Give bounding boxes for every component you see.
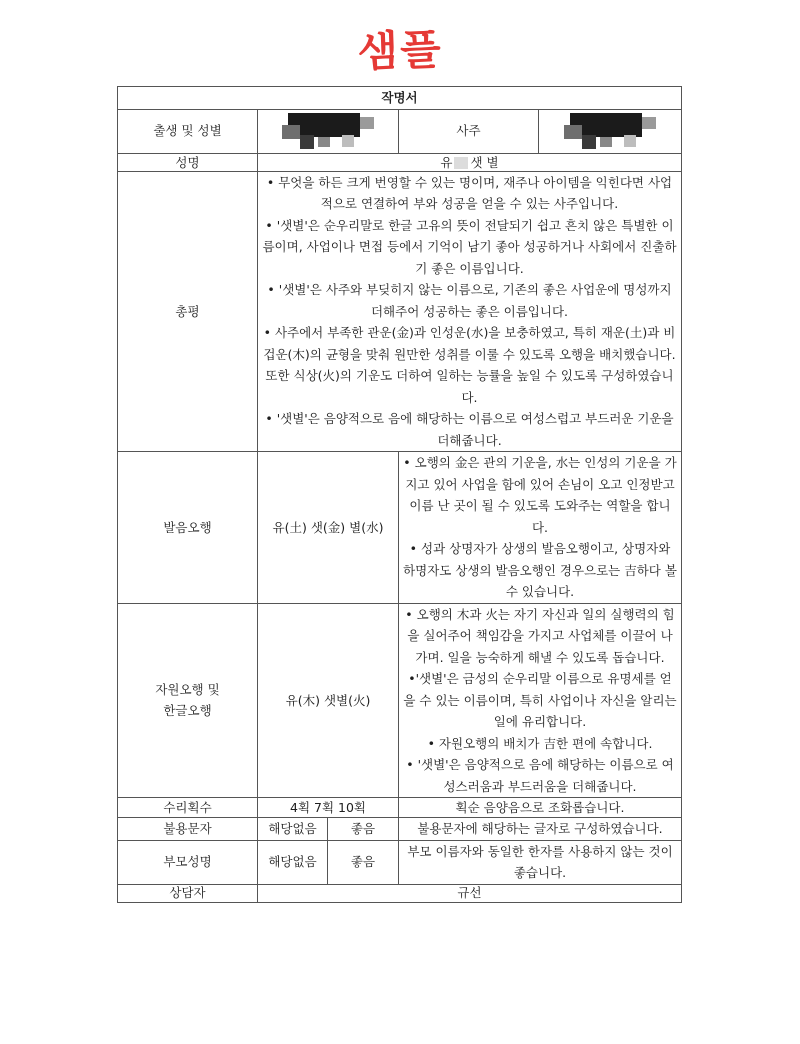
parent-desc: 부모 이름자와 동일한 한자를 사용하지 않는 것이 좋습니다. — [399, 840, 682, 884]
jawon-label-line: 한글오행 — [163, 703, 212, 719]
summary-label: 총평 — [118, 171, 258, 452]
name-row — [118, 153, 682, 171]
parent-value: 해당없음 — [258, 840, 328, 884]
parent-label: 부모성명 — [118, 840, 258, 884]
saju-label: 사주 — [399, 109, 539, 153]
name-given: 샛 별 — [470, 154, 499, 170]
pronunciation-item: • 성과 상명자가 상생의 발음오행이고, 상명자와 하명자도 상생의 발음오행인 경우으로는 吉하다 볼 수 있습니다. — [403, 541, 677, 599]
summary-item: • 무엇을 하든 크게 번영할 수 있는 명이며, 재주나 아이템을 익힌다면 사업적으로 연결하여 부와 성공을 얻을 수 있는 사주입니다. — [266, 174, 673, 211]
stroke-row — [118, 798, 682, 818]
unused-row — [118, 818, 682, 841]
name-surname: 유 — [440, 154, 453, 170]
stroke-value: 4획 7획 10획 — [258, 798, 399, 818]
pronunciation-desc — [399, 452, 682, 604]
sample-watermark: 샘플 — [356, 24, 444, 77]
summary-item: • '샛별'은 음양적으로 음에 해당하는 이름으로 여성스럽고 부드러운 기운을 더해줍니다. — [265, 411, 674, 448]
pronunciation-label: 발음오행 — [118, 452, 258, 604]
birth-gender-value-redacted — [258, 109, 399, 153]
unused-value: 해당없음 — [258, 818, 328, 841]
jawon-item: • 자원오행의 배치가 吉한 편에 속합니다. — [427, 735, 653, 751]
unused-desc: 불용문자에 해당하는 글자로 구성하였습니다. — [399, 818, 682, 841]
title-row — [118, 87, 682, 110]
counselor-label: 상담자 — [118, 884, 258, 902]
jawon-label-line: 자원오행 및 — [155, 681, 220, 697]
birth-row — [118, 109, 682, 153]
name-label: 성명 — [118, 153, 258, 171]
pronunciation-item: • 오행의 金은 관의 기운을, 水는 인성의 기운을 가지고 있어 사업을 함에 있어 손님이 오고 인정받고 이름 난 곳이 될 수 있도록 도와주는 역할을 합니다. — [403, 455, 677, 535]
counselor-row — [118, 884, 682, 902]
pronunciation-value: 유(土) 샛(金) 별(水) — [258, 452, 399, 604]
jawon-item: • 오행의 木과 火는 자기 자신과 일의 실행력의 힘을 실어주어 책임감을 가지고 사업체를 이끌어 나가며. 일을 능숙하게 해낼 수 있도록 돕습니다. — [405, 606, 675, 665]
document-title: 작명서 — [118, 87, 682, 110]
redaction-mosaic — [564, 111, 656, 151]
parent-row — [118, 840, 682, 884]
jawon-item: • '샛별'은 음양적으로 음에 해당하는 이름으로 여성스러움과 부드러움을 더해줍니다. — [406, 757, 674, 794]
counselor-value: 규선 — [258, 884, 682, 902]
stroke-label: 수리획수 — [118, 798, 258, 818]
unused-label: 불용문자 — [118, 818, 258, 841]
naming-document-table — [117, 86, 682, 903]
jawon-desc — [399, 603, 682, 798]
summary-item: • 사주에서 부족한 관운(金)과 인성운(水)을 보충하였고, 특히 재운(土)과 비겁운(木)의 균형을 맞춰 원만한 성취를 이룰 수 있도록 오행을 배치했습니다. 또한 식상(火)의 기운도 더하여 일하는 능률을 높일 수 있도록 구성하였습니다. — [263, 325, 676, 405]
jawon-value: 유(木) 샛별(火) — [258, 603, 399, 798]
summary-item: • '샛별'은 순우리말로 한글 고유의 뜻이 전달되기 쉽고 흔치 않은 특별한 이름이며, 사업이나 면접 등에서 기억이 남기 좋아 성공하거나 사회에서 진출하기 좋은 이름입니다. — [262, 217, 677, 276]
jawon-item: •'샛별'은 금성의 순우리말 이름으로 유명세를 얻을 수 있는 이름이며, 특히 사업이나 자신을 알리는 일에 유리합니다. — [403, 671, 677, 729]
redaction-mosaic — [282, 111, 374, 151]
birth-gender-label: 출생 및 성별 — [118, 109, 258, 153]
pronunciation-row — [118, 452, 682, 604]
stroke-desc: 획순 음양음으로 조화롭습니다. — [399, 798, 682, 818]
saju-value-redacted — [539, 109, 682, 153]
unused-grade: 좋음 — [328, 818, 399, 841]
jawon-label — [118, 603, 258, 798]
summary-text — [258, 171, 682, 452]
summary-item: • '샛별'은 사주와 부딪히지 않는 이름으로, 기존의 좋은 사업운에 명성까지 더해주어 성공하는 좋은 이름입니다. — [267, 282, 672, 319]
jawon-row — [118, 603, 682, 798]
blurred-char — [454, 157, 468, 169]
name-value — [258, 153, 682, 171]
parent-grade: 좋음 — [328, 840, 399, 884]
summary-row — [118, 171, 682, 452]
